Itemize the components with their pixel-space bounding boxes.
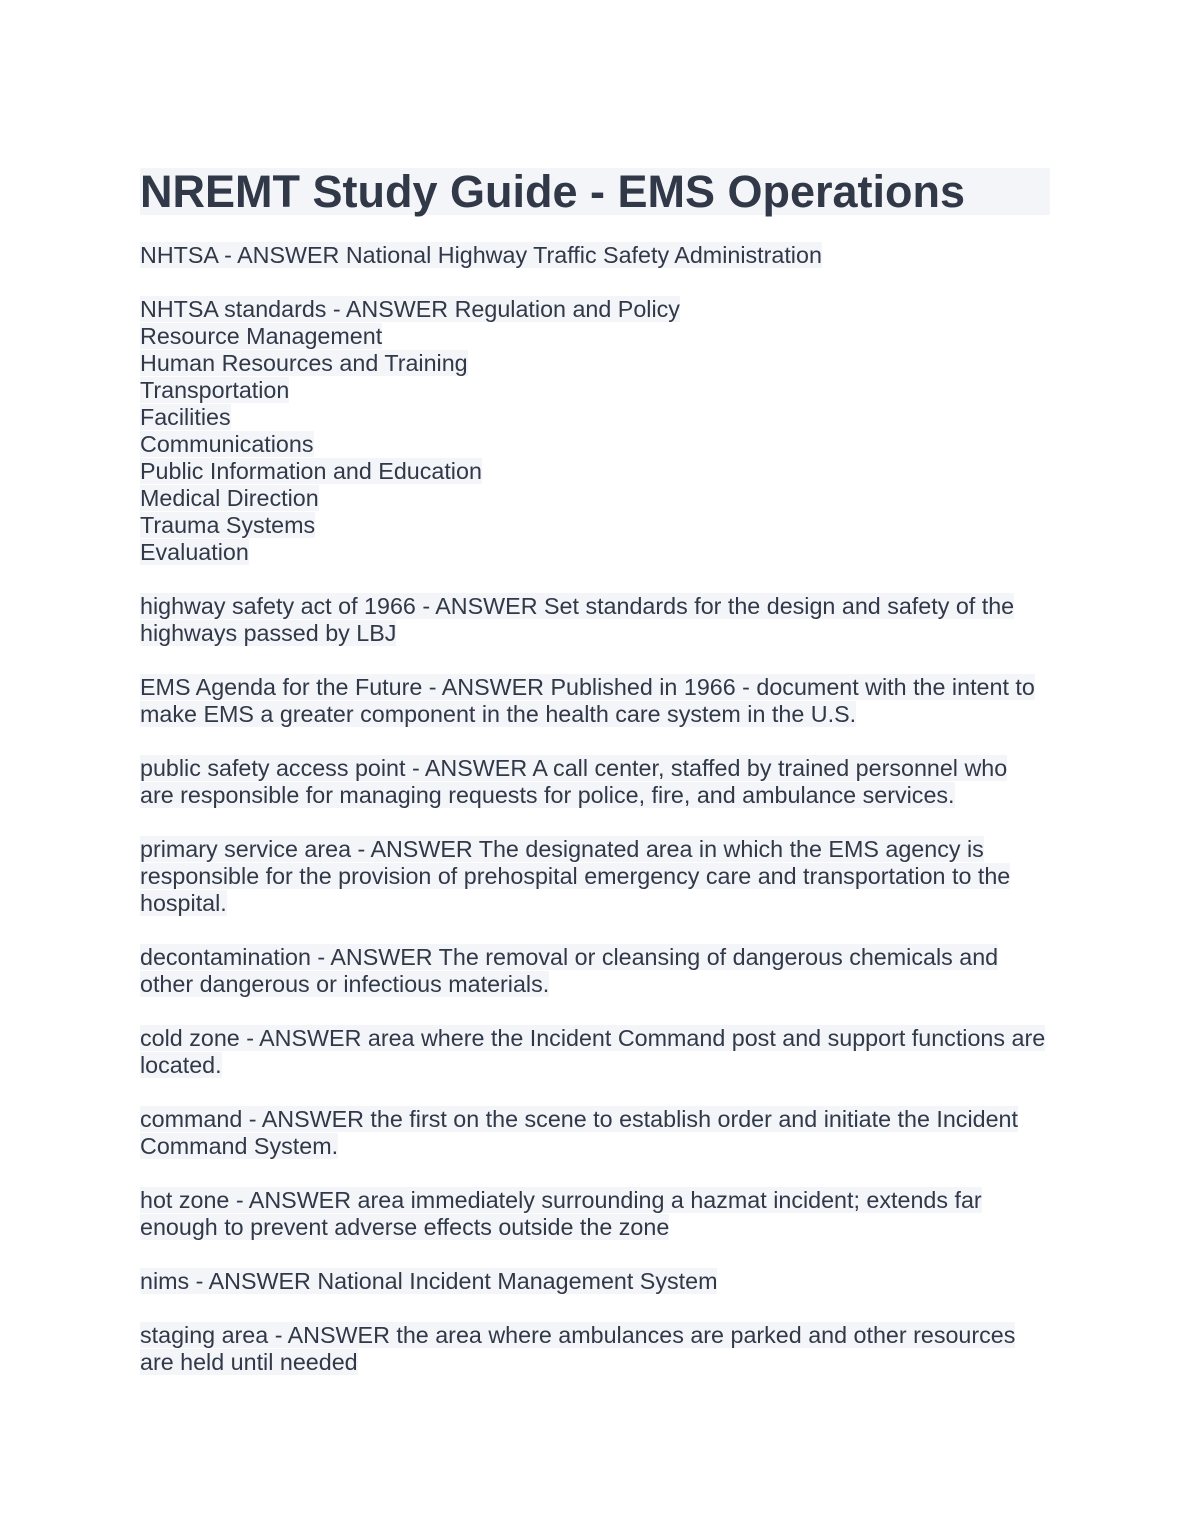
paragraph: [140, 1106, 1050, 1160]
text-line: Communications: [140, 431, 314, 457]
text-line: highway safety act of 1966 - ANSWER Set standards for the design and safety of the: [140, 593, 1015, 619]
text-line: Resource Management: [140, 323, 383, 349]
text-line: primary service area - ANSWER The designated area in which the EMS agency is: [140, 836, 984, 862]
text-line: Transportation: [140, 377, 290, 403]
text-line: Human Resources and Training: [140, 350, 468, 376]
text-line: decontamination - ANSWER The removal or cleansing of dangerous chemicals and: [140, 944, 999, 970]
paragraph: [140, 296, 1050, 566]
text-line: public safety access point - ANSWER A call center, staffed by trained personnel who: [140, 755, 1008, 781]
text-line: are responsible for managing requests for police, fire, and ambulance services.: [140, 782, 955, 808]
text-line: NHTSA - ANSWER National Highway Traffic Safety Administration: [140, 242, 822, 268]
text-line: Medical Direction: [140, 485, 319, 511]
text-line: enough to prevent adverse effects outside the zone: [140, 1214, 670, 1240]
text-line: Command System.: [140, 1133, 339, 1159]
text-line: hospital.: [140, 890, 227, 916]
text-line: Facilities: [140, 404, 231, 430]
text-line: staging area - ANSWER the area where ambulances are parked and other resources: [140, 1322, 1016, 1348]
text-line: cold zone - ANSWER area where the Incident Command post and support functions are: [140, 1025, 1046, 1051]
paragraph: [140, 1268, 1050, 1295]
text-line: located.: [140, 1052, 222, 1078]
text-line: NHTSA standards - ANSWER Regulation and Policy: [140, 296, 680, 322]
text-line: Evaluation: [140, 539, 249, 565]
paragraph: [140, 1025, 1050, 1079]
document-body: [140, 242, 1050, 1376]
text-line: other dangerous or infectious materials.: [140, 971, 550, 997]
paragraph: [140, 836, 1050, 917]
document-title: NREMT Study Guide - EMS Operations: [140, 168, 1050, 215]
text-line: command - ANSWER the first on the scene to establish order and initiate the Incident: [140, 1106, 1018, 1132]
text-line: nims - ANSWER National Incident Management System: [140, 1268, 718, 1294]
text-line: hot zone - ANSWER area immediately surrounding a hazmat incident; extends far: [140, 1187, 982, 1213]
text-line: responsible for the provision of prehospital emergency care and transportation to the: [140, 863, 1011, 889]
text-line: Trauma Systems: [140, 512, 316, 538]
text-line: Public Information and Education: [140, 458, 482, 484]
text-line: highways passed by LBJ: [140, 620, 397, 646]
paragraph: [140, 242, 1050, 269]
text-line: EMS Agenda for the Future - ANSWER Published in 1966 - document with the intent to: [140, 674, 1035, 700]
paragraph: [140, 1187, 1050, 1241]
text-line: make EMS a greater component in the health care system in the U.S.: [140, 701, 857, 727]
paragraph: [140, 1322, 1050, 1376]
paragraph: [140, 944, 1050, 998]
text-line: are held until needed: [140, 1349, 358, 1375]
paragraph: [140, 755, 1050, 809]
paragraph: [140, 674, 1050, 728]
paragraph: [140, 593, 1050, 647]
